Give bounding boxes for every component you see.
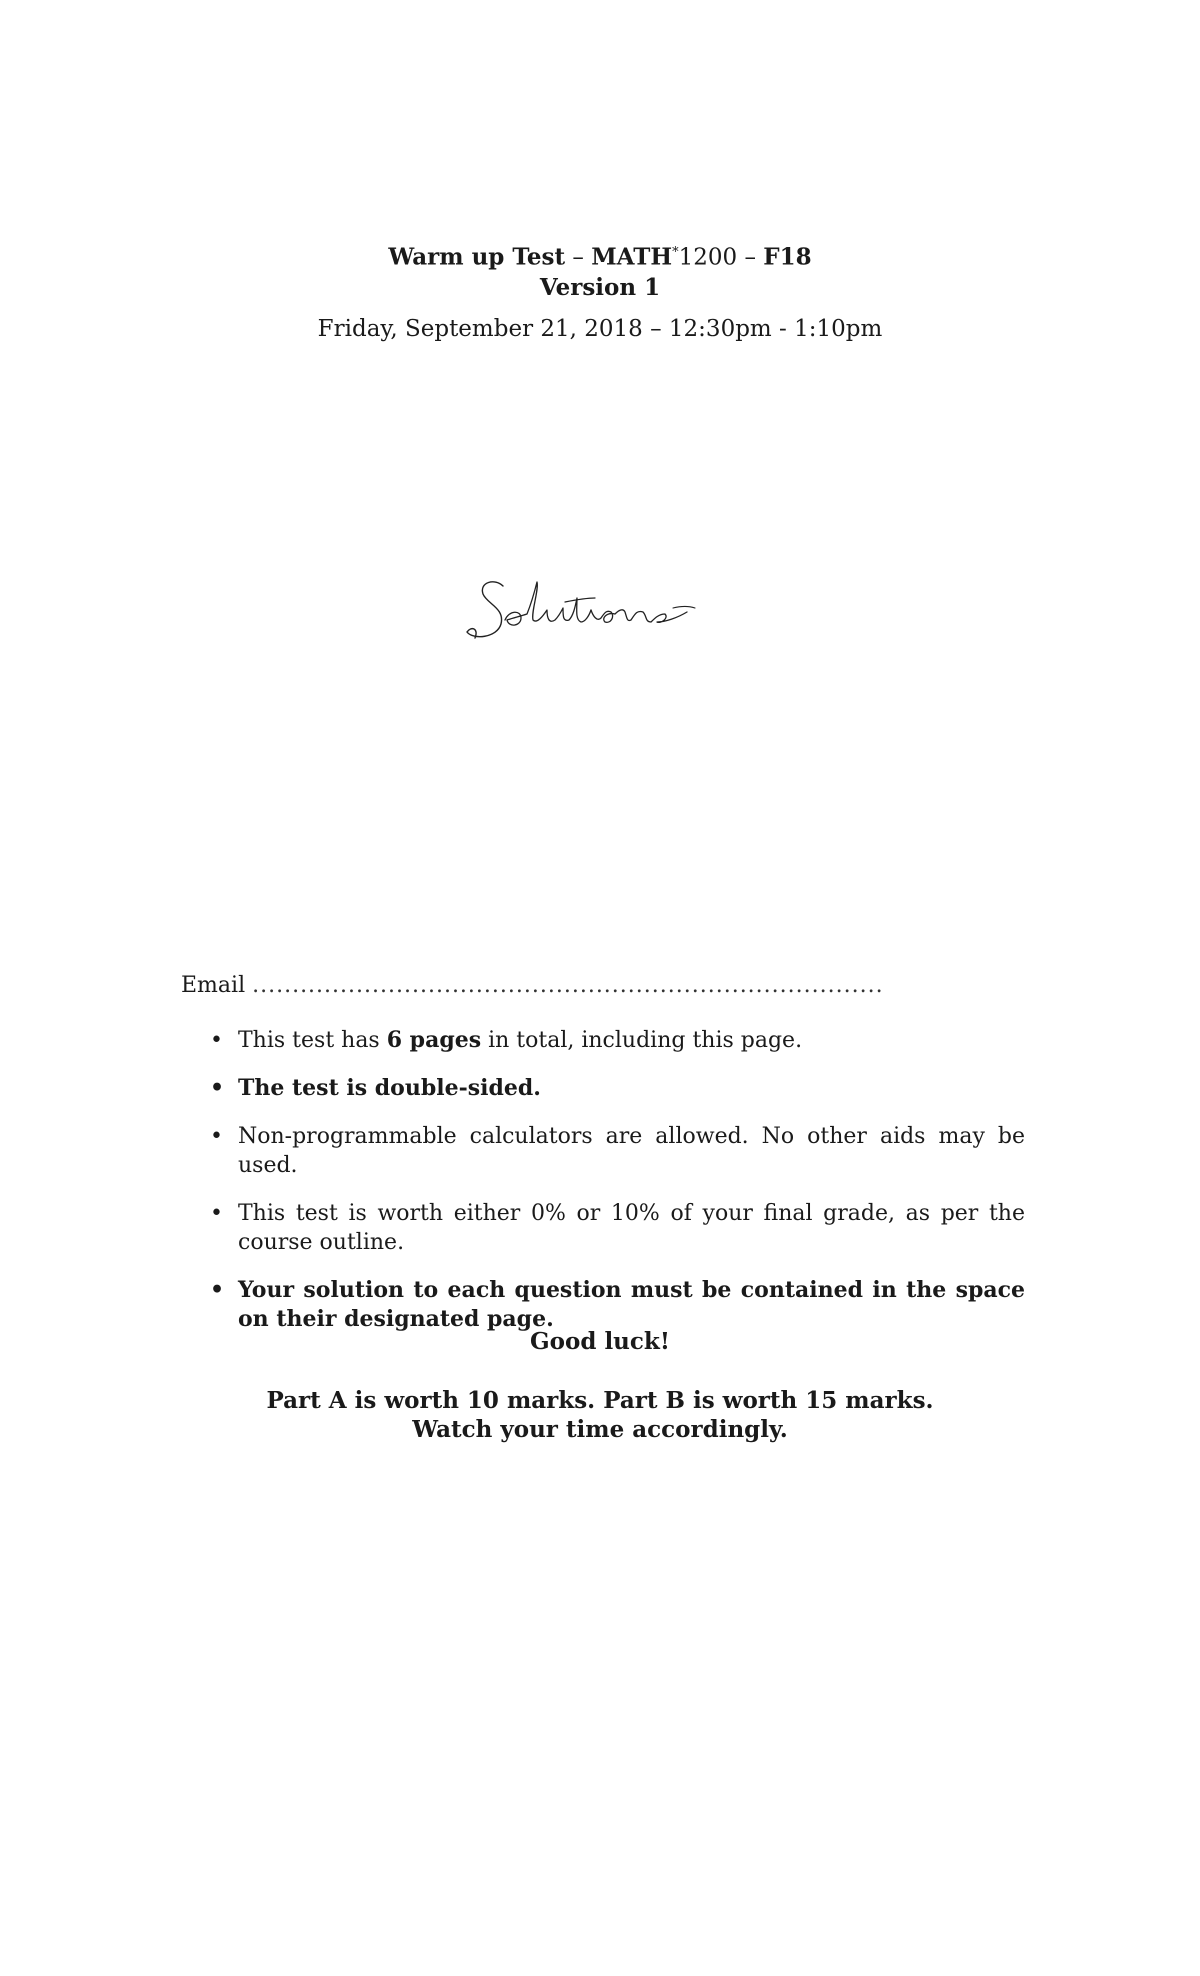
exam-header xyxy=(0,238,1200,303)
course-star: * xyxy=(672,245,679,260)
version-line xyxy=(0,273,1200,303)
instruction-item-double-sided xyxy=(210,1074,1025,1103)
handwritten-solutions-signature xyxy=(465,568,725,648)
version: Version 1 xyxy=(539,273,661,301)
exam-date: Friday, September 21, 2018 – 12:30pm - 1:10pm xyxy=(317,316,883,342)
exam-title-line xyxy=(0,238,1200,273)
bullet-icon: • xyxy=(210,1277,225,1303)
parts-line-2: Watch your time accordingly. xyxy=(412,1416,788,1443)
instructions-list xyxy=(210,1026,1025,1353)
instruction-item-solution-space xyxy=(210,1276,1025,1334)
instruction-text: Your solution to each question must be contained in the space on their designated page. xyxy=(238,1277,1025,1332)
instruction-text: Non-programmable calculators are allowed. No other aids may be used. xyxy=(238,1124,1025,1178)
parts-line-1: Part A is worth 10 marks. Part B is worth 15 marks. xyxy=(266,1387,934,1414)
parts-note xyxy=(0,1386,1200,1444)
bullet-icon: • xyxy=(210,1124,223,1149)
bullet-icon: • xyxy=(210,1201,223,1226)
title-separator: – xyxy=(565,244,592,271)
email-field[interactable] xyxy=(181,973,1021,998)
email-dotted-line: ............................................................................... xyxy=(252,973,884,998)
bullet-icon: • xyxy=(210,1075,225,1101)
instruction-item-pages xyxy=(210,1026,1025,1055)
term-separator: – xyxy=(737,244,764,271)
bullet-icon: • xyxy=(210,1028,223,1053)
good-luck-text: Good luck! xyxy=(530,1328,670,1355)
term: F18 xyxy=(763,243,812,271)
instruction-bold-text: 6 pages xyxy=(386,1027,482,1053)
instruction-text: This test is worth either 0% or 10% of your final grade, as per the course outline. xyxy=(238,1201,1025,1255)
course-code: MATH xyxy=(591,243,673,271)
email-label: Email xyxy=(181,973,246,998)
instruction-item-worth xyxy=(210,1199,1025,1257)
instruction-text: The test is double-sided. xyxy=(238,1075,541,1101)
instruction-text: in total, including this page. xyxy=(481,1028,803,1053)
instruction-item-calculators xyxy=(210,1122,1025,1180)
course-number: 1200 xyxy=(678,244,738,271)
instruction-text: This test has xyxy=(238,1028,387,1053)
test-name: Warm up Test xyxy=(388,243,566,271)
